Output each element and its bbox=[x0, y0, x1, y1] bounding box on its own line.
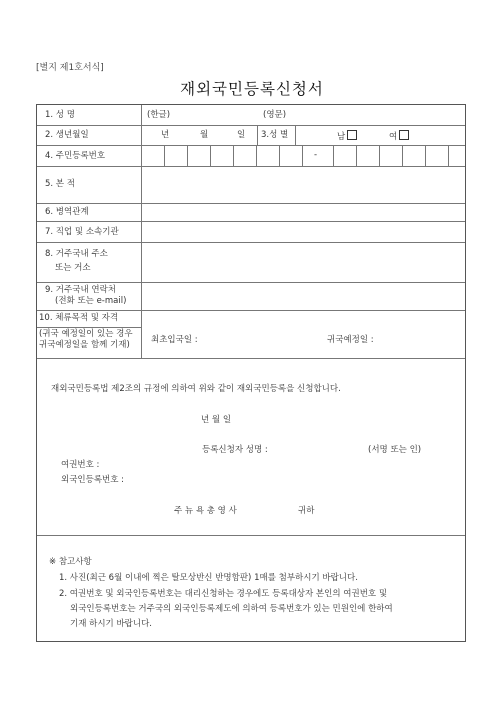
return-note-line2: 귀국예정일을 함께 기재) bbox=[39, 340, 130, 350]
return-note-line1: (귀국 예정일이 있는 경우 bbox=[39, 329, 133, 339]
addressee-honorific: 귀하 bbox=[298, 506, 315, 516]
declaration-statement: 재외국민등록법 제2조의 규정에 의하여 위와 같이 재외국민등록을 신청합니다. bbox=[51, 384, 341, 394]
signature-note: (서명 또는 인) bbox=[368, 445, 422, 455]
sex-male-option[interactable] bbox=[337, 130, 357, 143]
declaration-date: 년 월 일 bbox=[201, 415, 232, 425]
passport-number-field[interactable]: 여권번호 : bbox=[61, 460, 100, 470]
sex-label: 3.성 별 bbox=[261, 130, 289, 140]
birthdate-label: 2. 생년월일 bbox=[45, 130, 89, 140]
planned-return-date-field[interactable]: 귀국예정일 : bbox=[327, 335, 374, 345]
sex-female-option[interactable] bbox=[389, 130, 409, 143]
birth-day-unit: 일 bbox=[237, 130, 246, 140]
contact-label-line2: (전화 또는 e-mail) bbox=[55, 296, 127, 306]
note-2-line2: 외국인등록번호는 거주국의 외국인등록제도에 의하여 등록번호가 있는 민원인에 한하여 bbox=[70, 604, 393, 614]
applicant-name-field[interactable]: 등록신청자 성명 : bbox=[202, 445, 268, 455]
note-1: 1. 사진(최근 6월 이내에 찍은 탈모상반신 반명함판) 1매를 첨부하시기 바랍니다. bbox=[59, 573, 358, 583]
sex-female-label: 여 bbox=[389, 132, 398, 142]
birth-year-unit: 년 bbox=[161, 130, 170, 140]
foreigner-registration-field[interactable]: 외국인등록번호 : bbox=[61, 475, 125, 485]
origin-label: 5. 본 적 bbox=[45, 179, 75, 189]
note-2-line3: 기재 하시기 바랍니다. bbox=[70, 619, 153, 629]
addressee: 주 뉴 욕 총 영 사 bbox=[174, 506, 237, 516]
resident-number-dash: - bbox=[314, 150, 318, 160]
name-english-field[interactable]: (영문) bbox=[263, 110, 287, 120]
female-checkbox-icon[interactable] bbox=[399, 130, 409, 140]
male-checkbox-icon[interactable] bbox=[347, 130, 357, 140]
address-label-line1: 8. 거주국내 주소 bbox=[45, 249, 108, 259]
stay-purpose-label: 10. 체류목적 및 자격 bbox=[39, 313, 119, 323]
contact-label-line1: 9. 거주국내 연락처 bbox=[45, 285, 116, 295]
name-label: 1. 성 명 bbox=[45, 110, 75, 120]
name-korean-field[interactable]: (한글) bbox=[147, 110, 171, 120]
birth-month-unit: 월 bbox=[200, 130, 209, 140]
application-form bbox=[36, 104, 466, 642]
sex-male-label: 남 bbox=[337, 132, 346, 142]
resident-number-label: 4. 주민등록번호 bbox=[45, 151, 106, 161]
occupation-label: 7. 직업 및 소속기관 bbox=[45, 227, 119, 237]
form-number-label: [별지 제1호서식] bbox=[36, 63, 104, 73]
first-entry-date-field[interactable]: 최초입국일 : bbox=[151, 335, 198, 345]
form-title: 재외국민등록신청서 bbox=[180, 80, 324, 98]
notes-heading: ※ 참고사항 bbox=[49, 557, 92, 567]
note-2-line1: 2. 여권번호 및 외국인등록번호는 대리신청하는 경우에도 등록대상자 본인의 여권번호 및 bbox=[59, 589, 388, 599]
address-label-line2: 또는 거소 bbox=[55, 263, 91, 273]
military-label: 6. 병역관계 bbox=[45, 207, 89, 217]
